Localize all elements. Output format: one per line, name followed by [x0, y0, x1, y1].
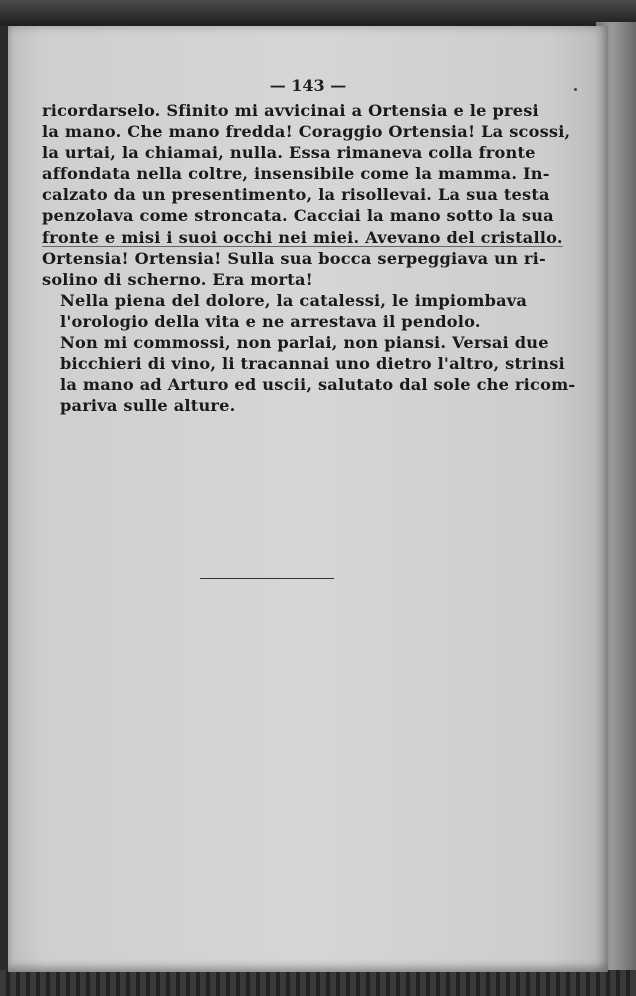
page-number: — 143 — — [269, 76, 347, 95]
body-text — [42, 100, 576, 416]
text-line: Non mi commossi, non parlai, non piansi. Versai due — [60, 333, 549, 353]
text-line: la mano ad Arturo ed uscii, salutato dal sole che ricom- — [60, 375, 576, 395]
text-line: penzolava come stroncata. Cacciai la mano sotto la sua — [42, 206, 554, 226]
text-line: Ortensia! Ortensia! Sulla sua bocca serpeggiava un ri- — [42, 248, 546, 268]
paragraph-2 — [42, 290, 528, 332]
book-page — [8, 26, 608, 972]
text-line: solino di scherno. Era morta! — [42, 269, 313, 289]
text-line: ricordarselo. Sfinito mi avvicinai a Ortensia e le presi — [42, 101, 539, 120]
text-line: affondata nella coltre, insensibile come la mamma. In- — [42, 164, 550, 184]
text-line: Nella piena del dolore, la catalessi, le impiombava — [60, 290, 528, 310]
paragraph-3 — [42, 332, 576, 416]
scan-background-bottom — [0, 970, 636, 996]
section-divider — [200, 578, 334, 579]
text-line: la urtai, la chiamai, nulla. Essa rimaneva colla fronte — [42, 143, 536, 163]
text-line: la mano. Che mano fredda! Coraggio Ortensia! La scossi, — [42, 122, 571, 142]
scan-background-top — [0, 0, 636, 26]
text-line: pariva sulle alture. — [60, 396, 236, 416]
text-line: bicchieri di vino, li tracannai uno dietro l'altro, strinsi — [60, 354, 565, 374]
paragraph-1 — [42, 100, 571, 290]
text-line-underlined: fronte e misi i suoi occhi nei miei. Avevano del cristallo. — [42, 227, 563, 247]
text-line: calzato da un presentimento, la risollevai. La sua testa — [42, 185, 550, 205]
text-line: l'orologio della vita e ne arrestava il pendolo. — [60, 311, 481, 331]
